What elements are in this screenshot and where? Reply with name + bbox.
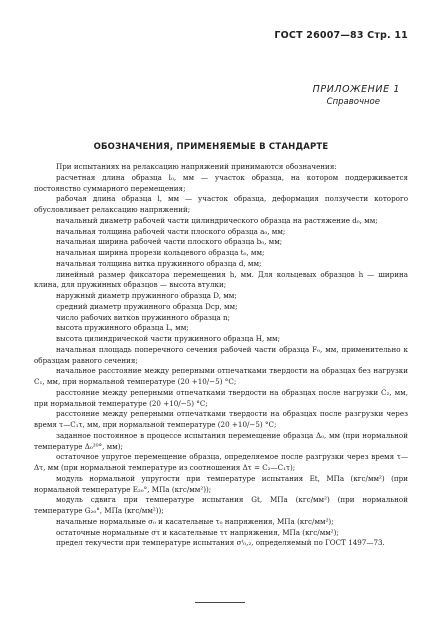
paragraph: начальная толщина рабочей части плоского образца a₀, мм; [56, 226, 286, 236]
appendix-title: ПРИЛОЖЕНИЕ 1 [312, 84, 400, 95]
paragraph: заданное постоянное в процессе испытания перемещение образца Δ₀, мм (при нормальной температуре Δ₀²⁰°, мм); [34, 430, 408, 451]
section-title: ОБОЗНАЧЕНИЯ, ПРИМЕНЯЕМЫЕ В СТАНДАРТЕ [93, 142, 329, 152]
paragraph: модуль сдвига при температуре испытания Gt, МПа (кгс/мм²) (при нормальной температуре G₂₀°, МПа (кгс/мм²)); [34, 495, 408, 515]
paragraph: расстояние между реперными отпечатками твердости на образцах после разгрузки через время τ—C₁τ, мм, при нормальной температуре (20 +10/−5) °С; [34, 409, 408, 429]
paragraph: рабочая длина образца l, мм — участок образца, деформация ползучести которого обусловливает релаксацию напряжений; [34, 194, 408, 214]
paragraph: средний диаметр пружинного образца Dср, мм; [56, 301, 238, 311]
end-divider [195, 602, 245, 603]
paragraph: наружный диаметр пружинного образца D, мм; [56, 291, 237, 300]
paragraph: расстояние между реперными отпечатками твердости на образцах после нагрузки C₂, мм, при нормальной температуре (20 +10/−5) °С; [34, 387, 408, 408]
paragraph: остаточное упругое перемещение образца, определяемое после разгрузки через время τ—Δτ, мм (при нормальной температуре из соотношения Δτ = C₂—C₁τ); [34, 452, 408, 472]
paragraph: При испытаниях на релаксацию напряжений принимаются обозначения: [56, 162, 337, 171]
paragraph: начальный диаметр рабочей части цилиндрического образца на растяжение d₀, мм; [56, 215, 378, 225]
paragraph: предел текучести при температуре испытания σᵗ₀,₂, определяемый по ГОСТ 1497—73. [56, 538, 385, 548]
paragraph: остаточные нормальные στ и касательные ττ напряжения, МПа (кгс/мм²); [56, 527, 339, 537]
paragraph: начальная площадь поперечного сечения рабочей части образца F₀, мм, применительно к образцам равного сечения; [34, 344, 408, 365]
paragraph: начальные нормальные σ₀ и касательные τ₀ напряжения, МПа (кгс/мм²); [56, 516, 334, 526]
paragraph: начальная толщина витка пружинного образца d, мм; [56, 258, 262, 268]
paragraph: линейный размер фиксатора перемещения h, мм. Для кольцевых образцов h — ширина клина, для пружинных образцов — высота втулки; [34, 269, 408, 290]
paragraph: высота цилиндрической части пружинного образца H, мм; [56, 334, 281, 343]
paragraph: начальная ширина рабочей части плоского образца b₀, мм; [56, 237, 283, 247]
paragraph: начальная ширина прорези кольцевого образца t₀, мм; [56, 248, 265, 257]
paragraph: расчетная длина образца l₀, мм — участок образца, на котором поддерживается постоянство суммарного перемещения; [34, 172, 408, 193]
document-header: ГОСТ 26007—83 Стр. 11 [274, 30, 408, 41]
appendix-subtitle: Справочное [326, 97, 380, 107]
paragraph: модуль нормальной упругости при температуре испытания Et, МПа (кгс/мм²) (при нормальной температуре E₂₀°, МПа (кгс/мм²)); [34, 473, 408, 494]
paragraph: высота пружинного образца L, мм; [56, 323, 189, 333]
paragraph: число рабочих витков пружинного образца n; [56, 312, 231, 322]
document-body [34, 162, 408, 549]
paragraph: начальное расстояние между реперными отпечатками твердости на образцах без нагрузки C₁, мм, при нормальной температуре (20 +10/−5) °С; [34, 366, 408, 386]
